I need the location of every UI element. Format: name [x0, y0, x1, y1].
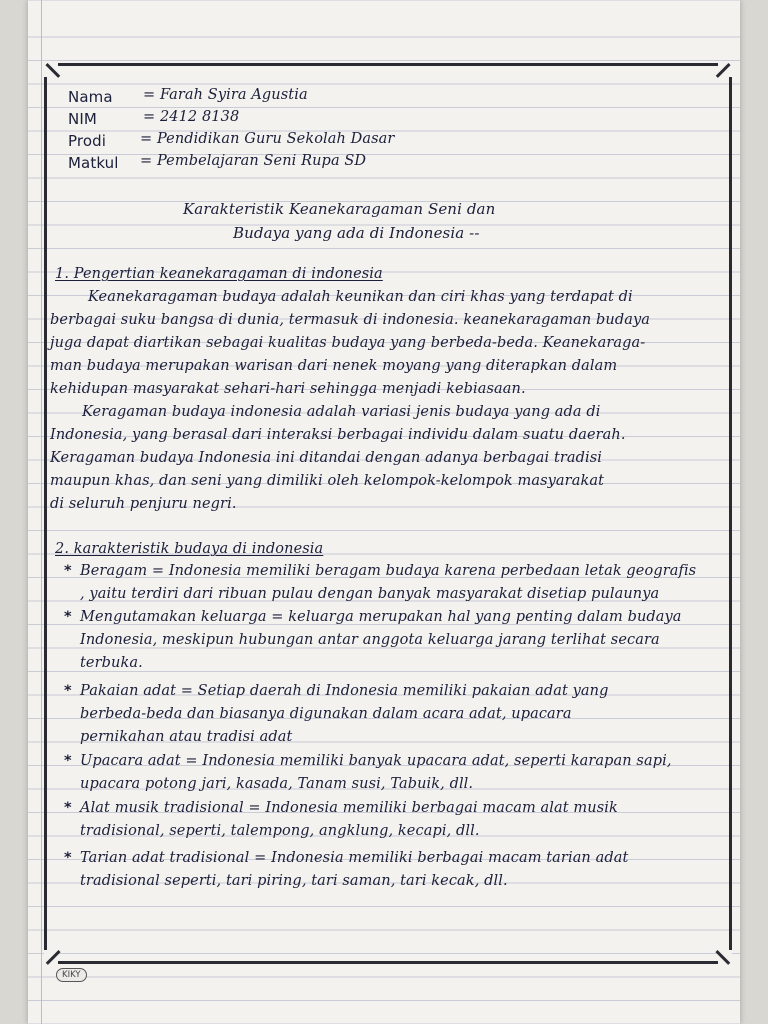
bullet-icon: *: [64, 683, 72, 699]
matkul-label: Matkul: [68, 154, 119, 172]
characteristic-item-line: upacara potong jari, kasada, Tanam susi, Tabuik, dll.: [80, 776, 474, 792]
characteristic-item-line: Indonesia, meskipun hubungan antar anggota keluarga jarang terlihat secara: [80, 632, 660, 648]
section-1-line: Keanekaragaman budaya adalah keunikan dan ciri khas yang terdapat di: [88, 289, 633, 305]
bullet-icon: *: [64, 800, 72, 816]
section-1-line: kehidupan masyarakat sehari-hari sehingga menjadi kebiasaan.: [50, 381, 526, 397]
characteristic-item-line: tradisional, seperti, talempong, angklung, kecapi, dll.: [80, 823, 480, 839]
section-1-line: berbagai suku bangsa di dunia, termasuk di indonesia. keanekaragaman budaya: [50, 312, 651, 328]
section-1-line: man budaya merupakan warisan dari nenek moyang yang diterapkan dalam: [50, 358, 618, 374]
nim-label: NIM: [68, 110, 97, 128]
characteristic-item-line: Upacara adat = Indonesia memiliki banyak upacara adat, seperti karapan sapi,: [80, 753, 672, 769]
section-1-line: maupun khas, dan seni yang dimiliki oleh kelompok-kelompok masyarakat: [50, 473, 605, 489]
characteristic-item-line: Pakaian adat = Setiap daerah di Indonesia memiliki pakaian adat yang: [80, 683, 609, 699]
nama-label: Nama: [68, 88, 113, 106]
section-1-line: Indonesia, yang berasal dari interaksi berbagai individu dalam suatu daerah.: [50, 427, 626, 443]
characteristic-item-line: pernikahan atau tradisi adat: [80, 729, 293, 745]
bullet-icon: *: [64, 563, 72, 579]
bullet-icon: *: [64, 850, 72, 866]
characteristic-item-line: berbeda-beda dan biasanya digunakan dalam acara adat, upacara: [80, 706, 572, 722]
nim-value: = 2412 8138: [143, 109, 240, 125]
bullet-icon: *: [64, 609, 72, 625]
section-1-line: Keragaman budaya indonesia adalah variasi jenis budaya yang ada di: [82, 404, 601, 420]
characteristic-item-line: Tarian adat tradisional = Indonesia memiliki berbagai macam tarian adat: [80, 850, 629, 866]
matkul-value: = Pembelajaran Seni Rupa SD: [140, 153, 367, 169]
section-1-line: Keragaman budaya Indonesia ini ditandai dengan adanya berbagai tradisi: [50, 450, 603, 466]
section-1-line: juga dapat diartikan sebagai kualitas budaya yang berbeda-beda. Keanekaraga-: [50, 335, 646, 351]
title-line-2: Budaya yang ada di Indonesia --: [233, 224, 480, 242]
frame-corner: [44, 950, 58, 964]
characteristic-item-line: Mengutamakan keluarga = keluarga merupakan hal yang penting dalam budaya: [80, 609, 682, 625]
frame-corner: [718, 950, 732, 964]
frame-corner: [718, 63, 732, 77]
characteristic-item-line: terbuka.: [80, 655, 143, 671]
characteristic-item-line: , yaitu terdiri dari ribuan pulau dengan banyak masyarakat disetiap pulaunya: [80, 586, 660, 602]
notebook-brand-logo: KIKY: [56, 968, 87, 982]
title-line-1: Karakteristik Keanekaragaman Seni dan: [183, 200, 496, 218]
prodi-label: Prodi: [68, 132, 106, 150]
margin-line: [41, 0, 42, 1024]
characteristic-item-line: tradisional seperti, tari piring, tari saman, tari kecak, dll.: [80, 873, 508, 889]
nama-value: = Farah Syira Agustia: [143, 87, 308, 103]
section-1-heading: 1. Pengertian keanekaragaman di indonesia: [55, 266, 383, 282]
prodi-value: = Pendidikan Guru Sekolah Dasar: [140, 131, 395, 147]
bullet-icon: *: [64, 753, 72, 769]
section-1-line: di seluruh penjuru negri.: [50, 496, 237, 512]
characteristic-item-line: Alat musik tradisional = Indonesia memiliki berbagai macam alat musik: [80, 800, 618, 816]
section-2-heading: 2. karakteristik budaya di indonesia: [55, 541, 324, 557]
frame-corner: [44, 63, 58, 77]
characteristic-item-line: Beragam = Indonesia memiliki beragam budaya karena perbedaan letak geografis: [80, 563, 697, 579]
